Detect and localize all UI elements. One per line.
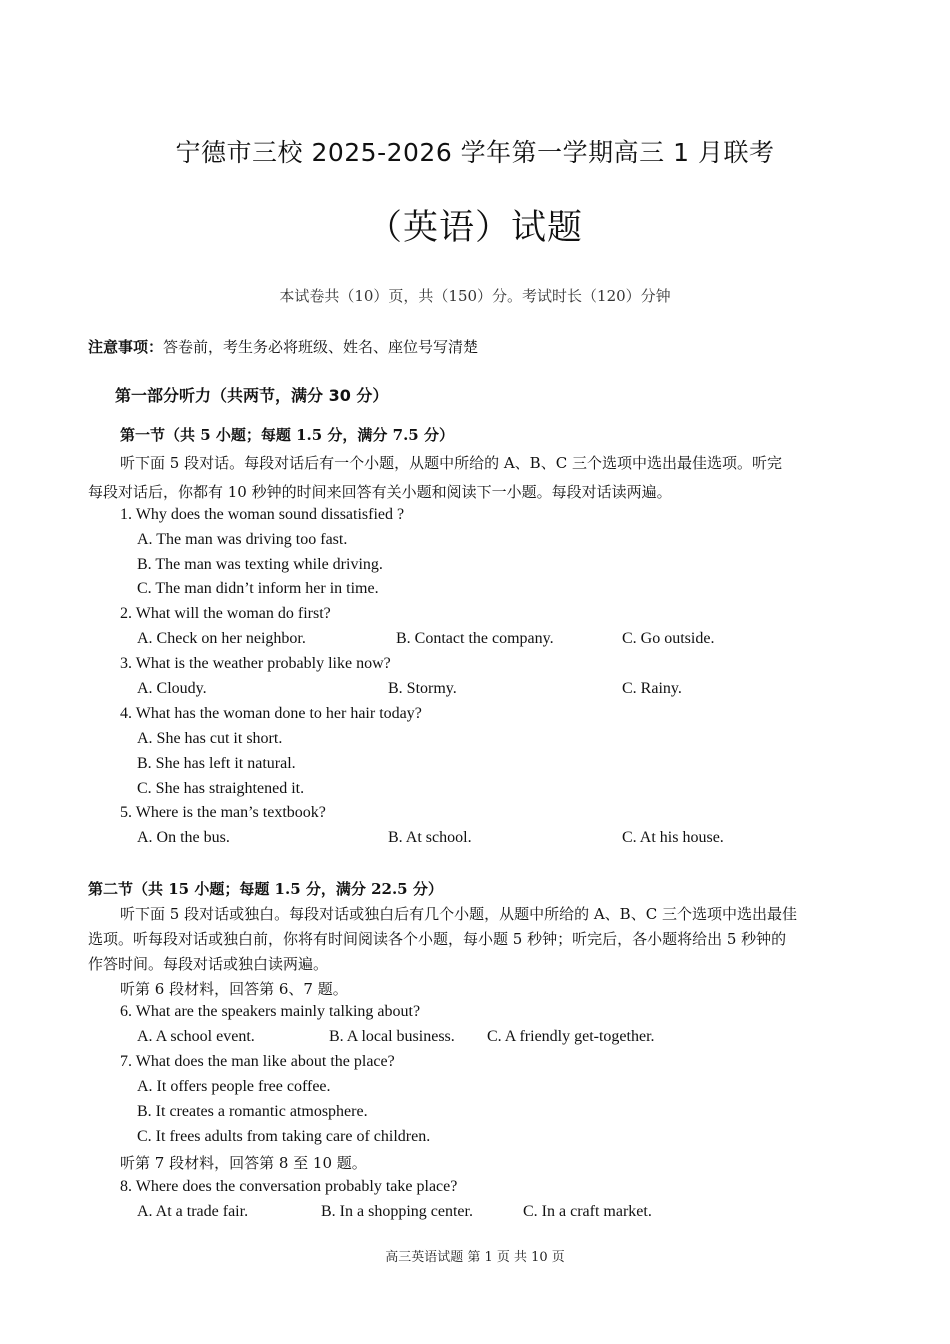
exam-subtitle: （英语）试题 (366, 208, 583, 248)
exam-info: 本试卷共（10）页，共（150）分。考试时长（120）分钟 (279, 287, 671, 305)
question-option: C. It frees adults from taking care of children. (137, 1128, 431, 1145)
material-7-note: 听第 7 段材料，回答第 8 至 10 题。 (120, 1154, 367, 1172)
question-stem: 6. What are the speakers mainly talking about? (120, 1003, 421, 1020)
question-option: B. The man was texting while driving. (137, 556, 383, 573)
part1-title: 第一部分听力（共两节，满分 30 分） (115, 386, 389, 405)
notice-text: 答卷前，考生务必将班级、姓名、座位号写清楚 (163, 338, 479, 356)
question-option: A. Check on her neighbor. (137, 630, 306, 647)
question-stem: 5. Where is the man’s textbook? (120, 804, 326, 821)
question-option: C. Rainy. (622, 680, 682, 697)
section2-instructions-line3: 作答时间。每段对话或独白读两遍。 (88, 955, 329, 973)
section1-title: 第一节（共 5 小题；每题 1.5 分，满分 7.5 分） (120, 426, 454, 444)
section2-instructions-line1: 听下面 5 段对话或独白。每段对话或独白后有几个小题，从题中所给的 A、B、C 三个选项中选出最佳 (120, 905, 797, 923)
notice (88, 336, 478, 357)
section2-instructions-line2: 选项。听每段对话或独白前，你将有时间阅读各个小题，每小题 5 秒钟；听完后，各小题将给出 5 秒钟的 (88, 930, 787, 948)
material-6-note: 听第 6 段材料，回答第 6、7 题。 (120, 980, 348, 998)
section1-instructions-line2: 每段对话后，你都有 10 秒钟的时间来回答有关小题和阅读下一小题。每段对话读两遍。 (88, 483, 672, 501)
question-option: B. It creates a romantic atmosphere. (137, 1103, 368, 1120)
question-stem: 2. What will the woman do first? (120, 605, 331, 622)
question-stem: 4. What has the woman done to her hair today? (120, 705, 422, 722)
question-option: B. In a shopping center. (321, 1203, 473, 1220)
question-option: A. On the bus. (137, 829, 230, 846)
question-stem: 3. What is the weather probably like now? (120, 655, 391, 672)
question-option: B. Contact the company. (396, 630, 554, 647)
question-option: A. The man was driving too fast. (137, 531, 348, 548)
question-stem: 1. Why does the woman sound dissatisfied ? (120, 506, 405, 523)
question-option: B. She has left it natural. (137, 755, 296, 772)
question-option: A. It offers people free coffee. (137, 1078, 331, 1095)
question-option: B. At school. (388, 829, 472, 846)
question-option: C. In a craft market. (523, 1203, 652, 1220)
exam-title: 宁德市三校 2025-2026 学年第一学期高三 1 月联考 (175, 138, 775, 167)
notice-label: 注意事项： (88, 338, 164, 356)
question-stem: 7. What does the man like about the place? (120, 1053, 395, 1070)
section2-title: 第二节（共 15 小题；每题 1.5 分，满分 22.5 分） (88, 880, 443, 898)
question-option: A. At a trade fair. (137, 1203, 249, 1220)
section1-instructions-line1: 听下面 5 段对话。每段对话后有一个小题，从题中所给的 A、B、C 三个选项中选出最佳选项。听完 (120, 454, 782, 472)
question-option: A. Cloudy. (137, 680, 207, 697)
question-option: C. The man didn’t inform her in time. (137, 580, 379, 597)
question-option: C. At his house. (622, 829, 724, 846)
question-stem: 8. Where does the conversation probably take place? (120, 1178, 458, 1195)
page-footer: 高三英语试题 第 1 页 共 10 页 (385, 1250, 565, 1265)
question-option: A. A school event. (137, 1028, 255, 1045)
question-option: B. Stormy. (388, 680, 457, 697)
question-option: C. A friendly get-together. (487, 1028, 655, 1045)
question-option: C. She has straightened it. (137, 780, 305, 797)
question-option: B. A local business. (329, 1028, 455, 1045)
question-option: C. Go outside. (622, 630, 715, 647)
question-option: A. She has cut it short. (137, 730, 283, 747)
